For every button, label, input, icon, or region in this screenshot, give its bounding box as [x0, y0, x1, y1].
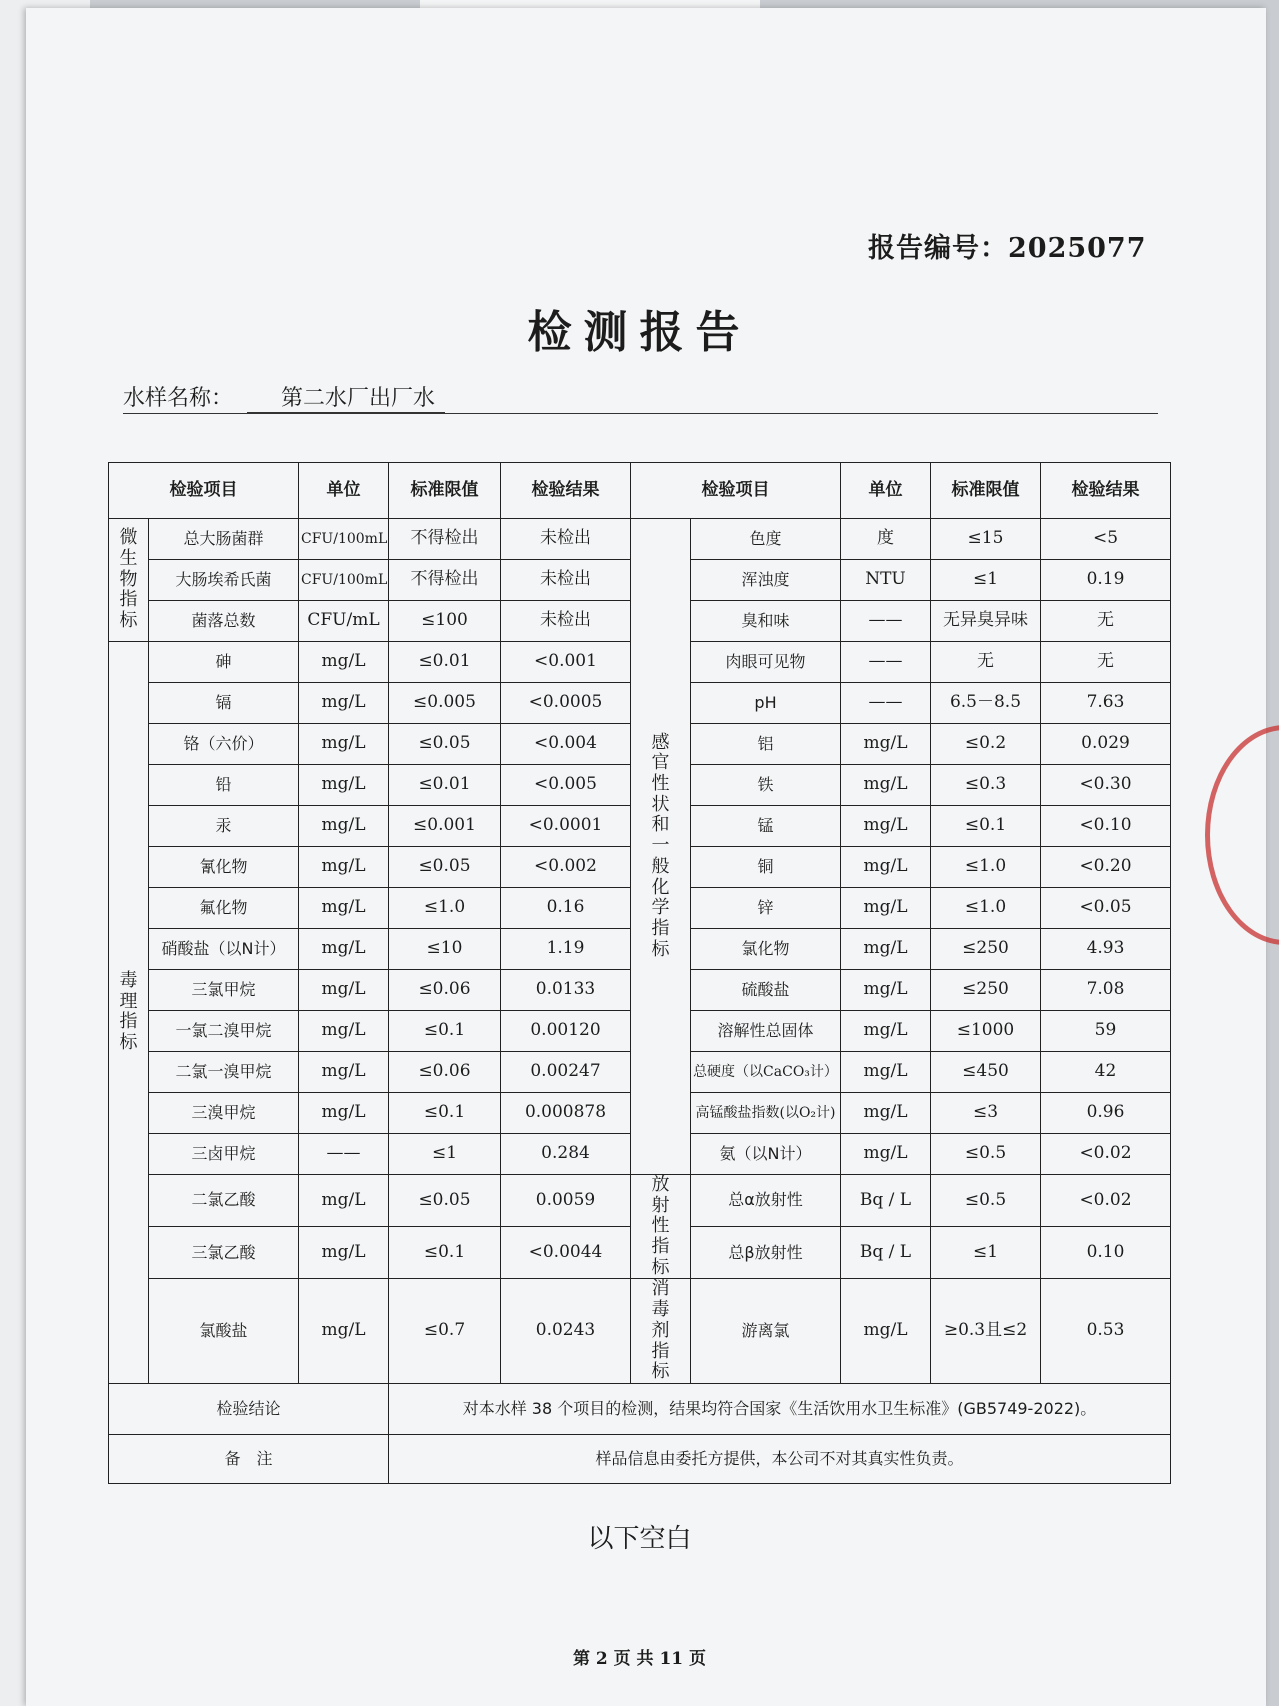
right-limit-cell: ≤3: [931, 1093, 1041, 1134]
category-label: 消毒剂指标: [651, 1278, 670, 1383]
right-item-cell: 氨（以N计）: [691, 1134, 841, 1175]
left-item-cell: 三溴甲烷: [149, 1093, 299, 1134]
right-item-cell: 锰: [691, 806, 841, 847]
right-item-cell: 溶解性总固体: [691, 1011, 841, 1052]
right-unit-cell: mg/L: [841, 847, 931, 888]
right-item-cell: 肉眼可见物: [691, 642, 841, 683]
right-result-cell: 59: [1041, 1011, 1171, 1052]
left-result-cell: <0.0001: [501, 806, 631, 847]
right-limit-cell: 无: [931, 642, 1041, 683]
right-item-cell: 铝: [691, 724, 841, 765]
right-result-cell: <0.30: [1041, 765, 1171, 806]
right-unit-cell: mg/L: [841, 1134, 931, 1175]
header-unit-right: 单位: [841, 463, 931, 519]
left-limit-cell: ≤0.7: [389, 1279, 501, 1383]
right-unit-cell: NTU: [841, 560, 931, 601]
left-unit-cell: mg/L: [299, 806, 389, 847]
report-number: 报告编号：2025077: [868, 233, 1147, 264]
left-limit-cell: ≤1: [389, 1134, 501, 1175]
right-unit-cell: mg/L: [841, 1093, 931, 1134]
right-result-cell: 7.08: [1041, 970, 1171, 1011]
category-label: 感官性状和一般化学指标: [651, 731, 670, 960]
category-disinfect: [631, 1279, 691, 1383]
left-result-cell: 0.0243: [501, 1279, 631, 1383]
right-limit-cell: ≤0.5: [931, 1175, 1041, 1227]
left-unit-cell: mg/L: [299, 1175, 389, 1227]
right-result-cell: 0.10: [1041, 1227, 1171, 1279]
left-result-cell: 未检出: [501, 601, 631, 642]
left-limit-cell: ≤0.01: [389, 642, 501, 683]
sample-name-label: 水样名称：: [123, 386, 234, 411]
left-item-cell: 铬（六价）: [149, 724, 299, 765]
left-result-cell: 0.0133: [501, 970, 631, 1011]
left-limit-cell: ≤0.005: [389, 683, 501, 724]
left-limit-cell: ≤10: [389, 929, 501, 970]
left-unit-cell: mg/L: [299, 970, 389, 1011]
right-result-cell: <5: [1041, 519, 1171, 560]
right-limit-cell: ≤250: [931, 929, 1041, 970]
sample-name-line: [123, 381, 1158, 414]
left-limit-cell: ≤0.1: [389, 1011, 501, 1052]
table-row: [109, 1279, 1171, 1383]
right-limit-cell: ≤1.0: [931, 888, 1041, 929]
right-result-cell: 7.63: [1041, 683, 1171, 724]
left-unit-cell: mg/L: [299, 1052, 389, 1093]
left-limit-cell: ≤0.1: [389, 1227, 501, 1279]
right-result-cell: 0.53: [1041, 1279, 1171, 1383]
category-label: 毒理指标: [119, 970, 138, 1054]
right-item-cell: pH: [691, 683, 841, 724]
left-unit-cell: mg/L: [299, 1093, 389, 1134]
right-limit-cell: 6.5－8.5: [931, 683, 1041, 724]
left-item-cell: 三卤甲烷: [149, 1134, 299, 1175]
category-label: 微生物指标: [119, 527, 138, 632]
left-unit-cell: mg/L: [299, 1011, 389, 1052]
left-limit-cell: ≤1.0: [389, 888, 501, 929]
right-item-cell: 游离氯: [691, 1279, 841, 1383]
right-result-cell: <0.02: [1041, 1134, 1171, 1175]
left-result-cell: <0.002: [501, 847, 631, 888]
right-result-cell: <0.10: [1041, 806, 1171, 847]
right-unit-cell: mg/L: [841, 970, 931, 1011]
right-limit-cell: ≤0.5: [931, 1134, 1041, 1175]
left-result-cell: 1.19: [501, 929, 631, 970]
right-result-cell: 0.029: [1041, 724, 1171, 765]
right-unit-cell: Bq / L: [841, 1227, 931, 1279]
header-limit-right: 标准限值: [931, 463, 1041, 519]
right-item-cell: 铁: [691, 765, 841, 806]
right-result-cell: 42: [1041, 1052, 1171, 1093]
right-limit-cell: ≤1000: [931, 1011, 1041, 1052]
right-limit-cell: ≤0.1: [931, 806, 1041, 847]
right-unit-cell: mg/L: [841, 1011, 931, 1052]
left-result-cell: <0.005: [501, 765, 631, 806]
right-limit-cell: ≤1: [931, 1227, 1041, 1279]
right-result-cell: 4.93: [1041, 929, 1171, 970]
results-table: [108, 462, 1171, 1484]
left-result-cell: 0.0059: [501, 1175, 631, 1227]
remark-row: [109, 1434, 1171, 1483]
right-item-cell: 臭和味: [691, 601, 841, 642]
left-unit-cell: mg/L: [299, 765, 389, 806]
right-unit-cell: mg/L: [841, 1279, 931, 1383]
remark-text: 样品信息由委托方提供，本公司不对其真实性负责。: [389, 1434, 1171, 1483]
left-result-cell: 未检出: [501, 519, 631, 560]
sample-name-value: 第二水厂出厂水: [247, 381, 445, 413]
category-micro: [109, 519, 149, 642]
left-item-cell: 大肠埃希氏菌: [149, 560, 299, 601]
left-limit-cell: ≤0.05: [389, 847, 501, 888]
left-result-cell: 0.00120: [501, 1011, 631, 1052]
left-limit-cell: ≤0.05: [389, 724, 501, 765]
table-row: [109, 519, 1171, 560]
right-limit-cell: ≤1: [931, 560, 1041, 601]
right-unit-cell: Bq / L: [841, 1175, 931, 1227]
left-item-cell: 总大肠菌群: [149, 519, 299, 560]
right-limit-cell: ≤1.0: [931, 847, 1041, 888]
category-radio: [631, 1175, 691, 1279]
header-item-right: 检验项目: [631, 463, 841, 519]
left-item-cell: 铅: [149, 765, 299, 806]
right-limit-cell: ≤450: [931, 1052, 1041, 1093]
right-unit-cell: ——: [841, 642, 931, 683]
right-result-cell: 无: [1041, 642, 1171, 683]
right-unit-cell: ——: [841, 683, 931, 724]
left-limit-cell: 不得检出: [389, 560, 501, 601]
left-limit-cell: ≤100: [389, 601, 501, 642]
right-unit-cell: ——: [841, 601, 931, 642]
left-item-cell: 二氯乙酸: [149, 1175, 299, 1227]
page-number: 第 2 页 共 11 页: [572, 1649, 707, 1669]
conclusion-text: 对本水样 38 个项目的检测，结果均符合国家《生活饮用水卫生标准》(GB5749-2022)。: [389, 1383, 1171, 1434]
left-result-cell: <0.004: [501, 724, 631, 765]
left-unit-cell: mg/L: [299, 929, 389, 970]
left-limit-cell: ≤0.05: [389, 1175, 501, 1227]
right-unit-cell: mg/L: [841, 929, 931, 970]
left-unit-cell: mg/L: [299, 1227, 389, 1279]
left-unit-cell: mg/L: [299, 1279, 389, 1383]
page-title: 检测报告: [527, 307, 752, 358]
left-item-cell: 三氯甲烷: [149, 970, 299, 1011]
right-item-cell: 总α放射性: [691, 1175, 841, 1227]
right-item-cell: 硫酸盐: [691, 970, 841, 1011]
conclusion-label: 检验结论: [109, 1383, 389, 1434]
right-result-cell: 无: [1041, 601, 1171, 642]
left-result-cell: 0.000878: [501, 1093, 631, 1134]
right-item-cell: 锌: [691, 888, 841, 929]
right-item-cell: 高锰酸盐指数(以O₂计): [691, 1093, 841, 1134]
right-limit-cell: ≤15: [931, 519, 1041, 560]
right-item-cell: 氯化物: [691, 929, 841, 970]
left-result-cell: 0.16: [501, 888, 631, 929]
right-item-cell: 总β放射性: [691, 1227, 841, 1279]
category-sensory: [631, 519, 691, 1175]
left-unit-cell: CFU/100mL: [299, 519, 389, 560]
header-result-right: 检验结果: [1041, 463, 1171, 519]
category-label: 放射性指标: [651, 1174, 670, 1278]
left-item-cell: 镉: [149, 683, 299, 724]
right-limit-cell: ≥0.3且≤2: [931, 1279, 1041, 1383]
right-limit-cell: ≤0.2: [931, 724, 1041, 765]
header-unit: 单位: [299, 463, 389, 519]
right-limit-cell: ≤0.3: [931, 765, 1041, 806]
right-item-cell: 色度: [691, 519, 841, 560]
left-item-cell: 一氯二溴甲烷: [149, 1011, 299, 1052]
left-item-cell: 氟化物: [149, 888, 299, 929]
left-item-cell: 汞: [149, 806, 299, 847]
right-unit-cell: mg/L: [841, 765, 931, 806]
left-unit-cell: ——: [299, 1134, 389, 1175]
left-result-cell: 未检出: [501, 560, 631, 601]
right-result-cell: 0.19: [1041, 560, 1171, 601]
header-result: 检验结果: [501, 463, 631, 519]
left-limit-cell: ≤0.001: [389, 806, 501, 847]
category-toxic: [109, 642, 149, 1384]
right-unit-cell: mg/L: [841, 724, 931, 765]
right-result-cell: <0.20: [1041, 847, 1171, 888]
conclusion-row: [109, 1383, 1171, 1434]
left-limit-cell: ≤0.06: [389, 1052, 501, 1093]
table-header-row: [109, 463, 1171, 519]
left-result-cell: 0.00247: [501, 1052, 631, 1093]
left-limit-cell: ≤0.1: [389, 1093, 501, 1134]
left-unit-cell: mg/L: [299, 847, 389, 888]
table-row: [109, 1175, 1171, 1227]
left-result-cell: <0.0044: [501, 1227, 631, 1279]
left-unit-cell: CFU/100mL: [299, 560, 389, 601]
right-result-cell: 0.96: [1041, 1093, 1171, 1134]
right-result-cell: <0.02: [1041, 1175, 1171, 1227]
left-item-cell: 菌落总数: [149, 601, 299, 642]
blank-below-note: 以下空白: [587, 1524, 692, 1554]
right-unit-cell: mg/L: [841, 806, 931, 847]
left-result-cell: 0.284: [501, 1134, 631, 1175]
left-limit-cell: ≤0.01: [389, 765, 501, 806]
right-limit-cell: ≤250: [931, 970, 1041, 1011]
right-result-cell: <0.05: [1041, 888, 1171, 929]
left-item-cell: 氰化物: [149, 847, 299, 888]
header-limit: 标准限值: [389, 463, 501, 519]
right-item-cell: 浑浊度: [691, 560, 841, 601]
right-unit-cell: mg/L: [841, 1052, 931, 1093]
left-item-cell: 硝酸盐（以N计）: [149, 929, 299, 970]
left-item-cell: 三氯乙酸: [149, 1227, 299, 1279]
left-unit-cell: mg/L: [299, 888, 389, 929]
left-unit-cell: mg/L: [299, 642, 389, 683]
left-unit-cell: mg/L: [299, 683, 389, 724]
left-result-cell: <0.0005: [501, 683, 631, 724]
remark-label: 备 注: [109, 1434, 389, 1483]
left-unit-cell: mg/L: [299, 724, 389, 765]
left-unit-cell: CFU/mL: [299, 601, 389, 642]
left-result-cell: <0.001: [501, 642, 631, 683]
left-item-cell: 砷: [149, 642, 299, 683]
left-limit-cell: 不得检出: [389, 519, 501, 560]
right-unit-cell: 度: [841, 519, 931, 560]
left-item-cell: 二氯一溴甲烷: [149, 1052, 299, 1093]
header-item: 检验项目: [109, 463, 299, 519]
right-unit-cell: mg/L: [841, 888, 931, 929]
right-item-cell: 总硬度（以CaCO₃计）: [691, 1052, 841, 1093]
left-item-cell: 氯酸盐: [149, 1279, 299, 1383]
right-limit-cell: 无异臭异味: [931, 601, 1041, 642]
right-item-cell: 铜: [691, 847, 841, 888]
left-limit-cell: ≤0.06: [389, 970, 501, 1011]
